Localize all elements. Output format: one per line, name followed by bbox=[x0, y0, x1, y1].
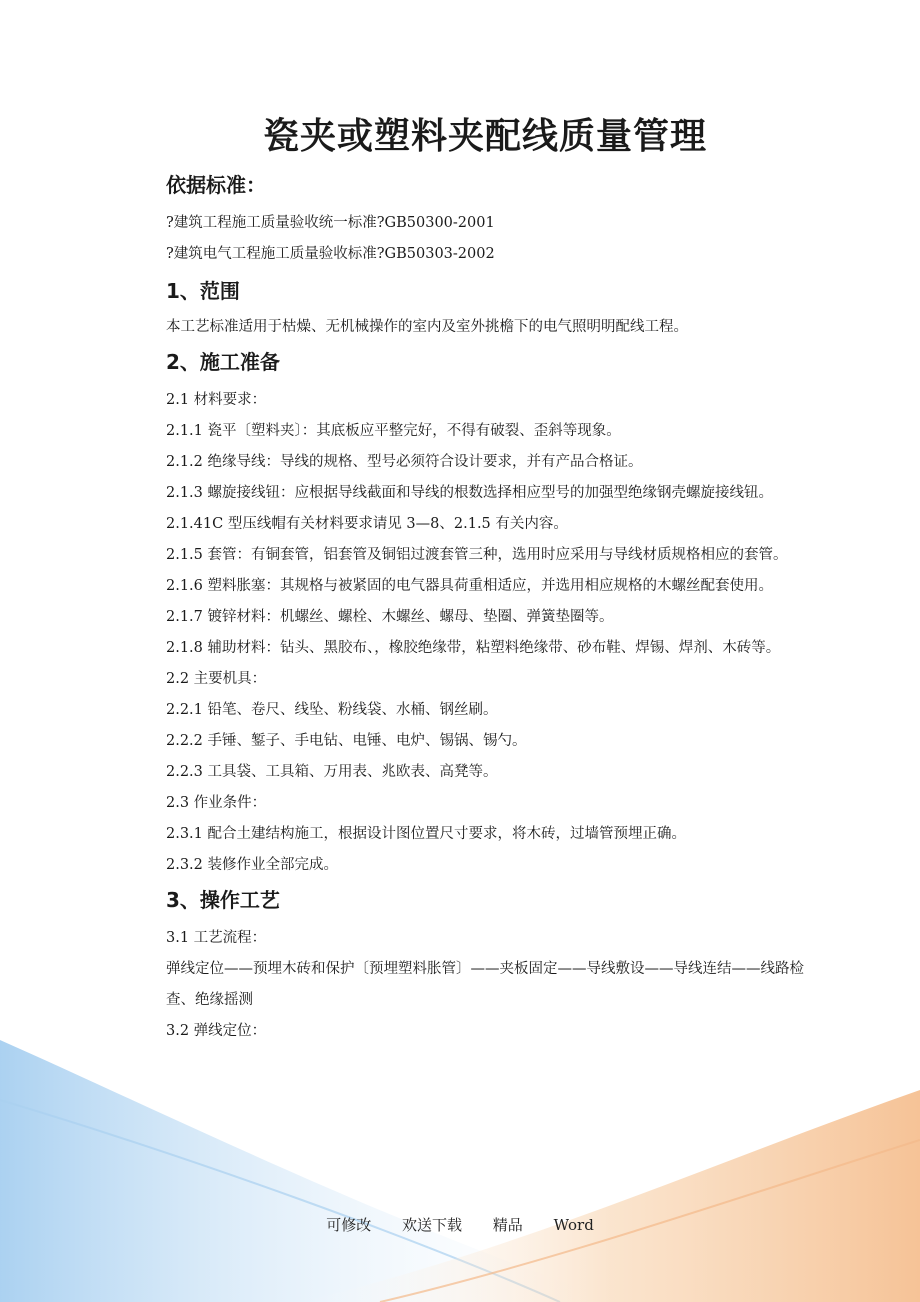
footer-item: 精品 bbox=[492, 1216, 523, 1234]
paragraph: 2.1 材料要求： bbox=[166, 392, 267, 408]
paragraph: 2.2 主要机具： bbox=[166, 671, 267, 687]
paragraph: 2.1.8 辅助材料：钻头、黑胶布、，橡胶绝缘带，粘塑料绝缘带、砂布鞋、焊锡、焊剂、木砖等。 bbox=[166, 640, 781, 656]
section2-heading: 2、施工准备 bbox=[166, 350, 280, 374]
page-footer bbox=[0, 1214, 920, 1235]
paragraph: 2.1.3 螺旋接线钮：应根据导线截面和导线的根数选择相应型号的加强型绝缘钢壳螺旋接线钮。 bbox=[166, 485, 773, 501]
basis-item: ?建筑工程施工质量验收统一标准?GB50300-2001 bbox=[166, 215, 495, 231]
footer-item: 可修改 bbox=[326, 1216, 372, 1234]
section1-heading: 1、范围 bbox=[166, 279, 240, 303]
paragraph: 2.1.7 镀锌材料：机螺丝、螺栓、木螺丝、螺母、垫圈、弹簧垫圈等。 bbox=[166, 609, 614, 625]
document-body bbox=[166, 170, 806, 1047]
paragraph: 3.1 工艺流程： bbox=[166, 930, 267, 946]
paragraph: 2.1.6 塑料胀塞：其规格与被紧固的电气器具荷重相适应，并选用相应规格的木螺丝配套使用。 bbox=[166, 578, 773, 594]
paragraph: 2.1.1 瓷平〔塑料夹〕：其底板应平整完好，不得有破裂、歪斜等现象。 bbox=[166, 423, 621, 439]
paragraph: 2.1.41C 型压线帽有关材料要求请见 3—8、2.1.5 有关内容。 bbox=[166, 516, 568, 532]
paragraph: 2.1.2 绝缘导线：导线的规格、型号必须符合设计要求，并有产品合格证。 bbox=[166, 454, 643, 470]
paragraph: 弹线定位——预埋木砖和保护〔预埋塑料胀管〕——夹板固定——导线敷设——导线连结——线路检查、绝缘摇测 bbox=[166, 961, 804, 1008]
document-title: 瓷夹或塑料夹配线质量管理 bbox=[262, 116, 707, 157]
section1-text: 本工艺标准适用于枯燥、无机械操作的室内及室外挑檐下的电气照明明配线工程。 bbox=[166, 319, 688, 335]
footer-item: 欢送下载 bbox=[402, 1216, 463, 1234]
paragraph: 2.3 作业条件： bbox=[166, 795, 267, 811]
paragraph: 2.3.1 配合土建结构施工，根据设计图位置尺寸要求，将木砖，过墙管预埋正确。 bbox=[166, 826, 687, 842]
basis-item: ?建筑电气工程施工质量验收标准?GB50303-2002 bbox=[166, 246, 495, 262]
paragraph: 2.3.2 装修作业全部完成。 bbox=[166, 857, 339, 873]
paragraph: 2.2.3 工具袋、工具箱、万用表、兆欧表、高凳等。 bbox=[166, 764, 498, 780]
section3-heading: 3、操作工艺 bbox=[166, 888, 280, 912]
basis-heading: 依据标准： bbox=[166, 173, 266, 197]
paragraph: 2.2.2 手锤、錾子、手电钻、电锤、电炉、锡锅、锡勺。 bbox=[166, 733, 527, 749]
paragraph: 2.2.1 铅笔、卷尺、线坠、粉线袋、水桶、钢丝刷。 bbox=[166, 702, 498, 718]
paragraph: 2.1.5 套管：有铜套管，铝套管及铜铝过渡套管三种，选用时应采用与导线材质规格相应的套管。 bbox=[166, 547, 788, 563]
paragraph: 3.2 弹线定位： bbox=[166, 1023, 267, 1039]
footer-item: Word bbox=[553, 1216, 594, 1234]
